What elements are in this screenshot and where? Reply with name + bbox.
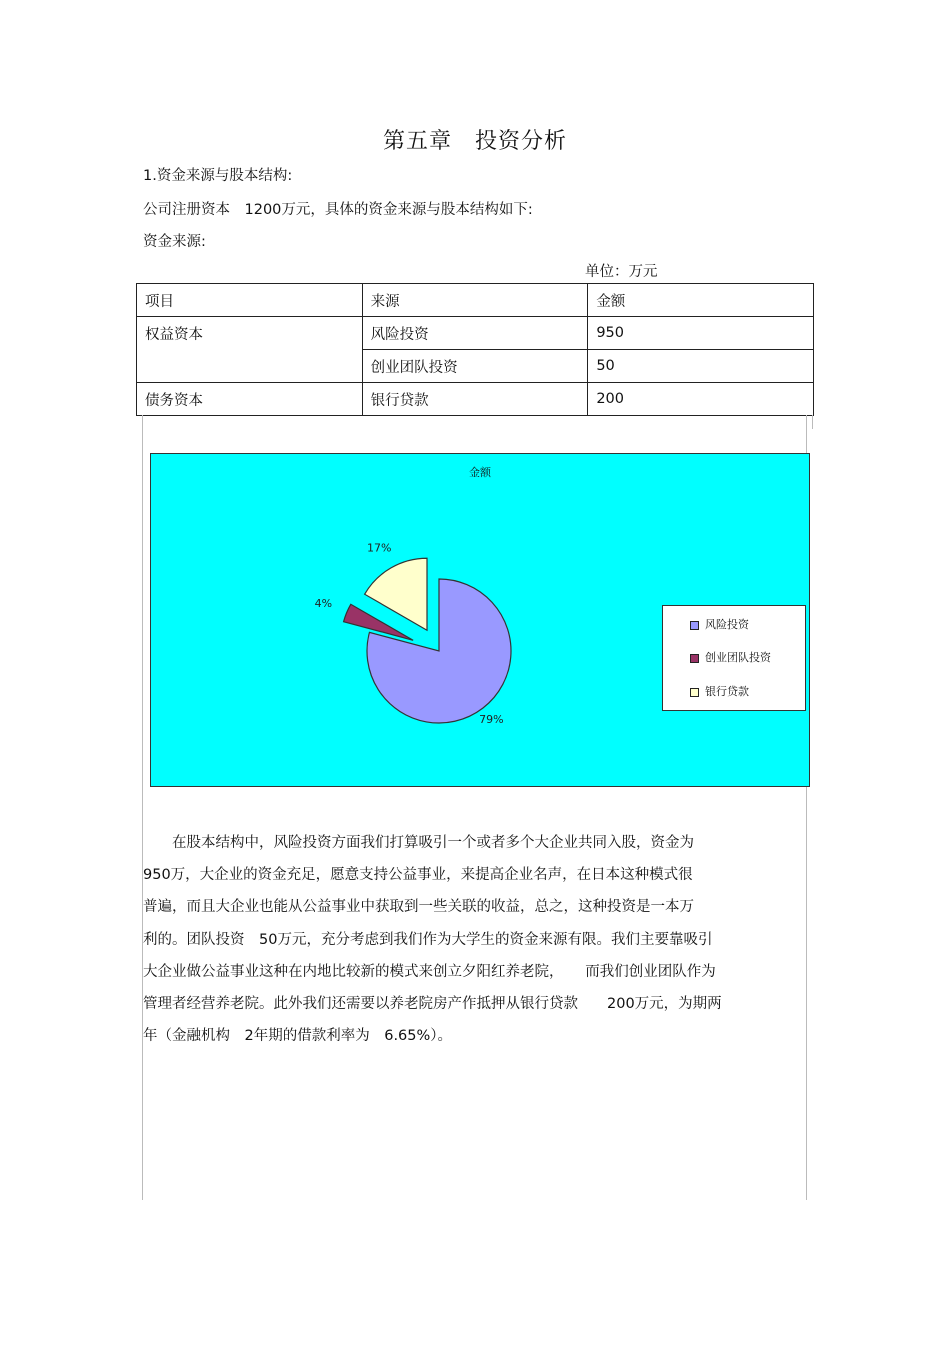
chart-title: 金额 (469, 466, 491, 479)
legend-item: 银行贷款 (705, 685, 749, 698)
paragraph-line: 普遍，而且大企业也能从公益事业中获取到一些关联的收益，总之，这种投资是一本万 (143, 899, 694, 915)
header-cell: 来源 (362, 284, 588, 317)
table-row (137, 317, 814, 350)
amount-cell: 200 (588, 383, 814, 416)
source-cell: 创业团队投资 (362, 350, 588, 383)
amount-cell: 50 (588, 350, 814, 383)
header-cell: 项目 (137, 284, 363, 317)
paragraph-line: 利的。团队投资 50万元，充分考虑到我们作为大学生的资金来源有限。我们主要靠吸引 (143, 932, 713, 948)
legend-swatch (690, 654, 699, 663)
legend-item: 风险投资 (705, 618, 749, 631)
legend-item: 创业团队投资 (705, 651, 771, 664)
amount-cell: 950 (588, 317, 814, 350)
source-cell: 银行贷款 (362, 383, 588, 416)
item-cell: 债务资本 (137, 383, 363, 416)
funding-source-label: 资金来源: (143, 234, 206, 250)
chapter-title: 第五章 投资分析 (382, 129, 567, 154)
page-frame-right-notch (812, 415, 813, 429)
page-frame-left (142, 415, 143, 1200)
section-title: 1.资金来源与股本结构: (143, 168, 293, 184)
pie-data-label: 4% (314, 597, 333, 611)
table-row (137, 383, 814, 416)
pie-data-label: 79% (479, 713, 504, 727)
item-cell: 权益资本 (137, 317, 363, 383)
paragraph-line: 在股本结构中，风险投资方面我们打算吸引一个或者多个大企业共同入股，资金为 (143, 835, 694, 851)
legend-swatch (690, 688, 699, 697)
pie-chart (150, 453, 810, 787)
header-cell: 金额 (588, 284, 814, 317)
intro-text: 公司注册资本 1200万元，具体的资金来源与股本结构如下: (143, 202, 533, 218)
source-cell: 风险投资 (362, 317, 588, 350)
paragraph-line: 大企业做公益事业这种在内地比较新的模式来创立夕阳红养老院， 而我们创业团队作为 (143, 964, 716, 980)
funding-table (136, 283, 814, 416)
table-header-row (137, 284, 814, 317)
unit-label: 单位：万元 (585, 264, 658, 280)
paragraph-line: 管理者经营养老院。此外我们还需要以养老院房产作抵押从银行贷款 200万元，为期两 (143, 996, 722, 1012)
pie-data-label: 17% (366, 541, 392, 555)
chart-legend (662, 605, 806, 711)
legend-swatch (690, 621, 699, 630)
paragraph-line: 年（金融机构 2年期的借款利率为 6.65%）。 (143, 1028, 453, 1044)
paragraph-line: 950万，大企业的资金充足，愿意支持公益事业，来提高企业名声，在日本这种模式很 (143, 867, 693, 883)
